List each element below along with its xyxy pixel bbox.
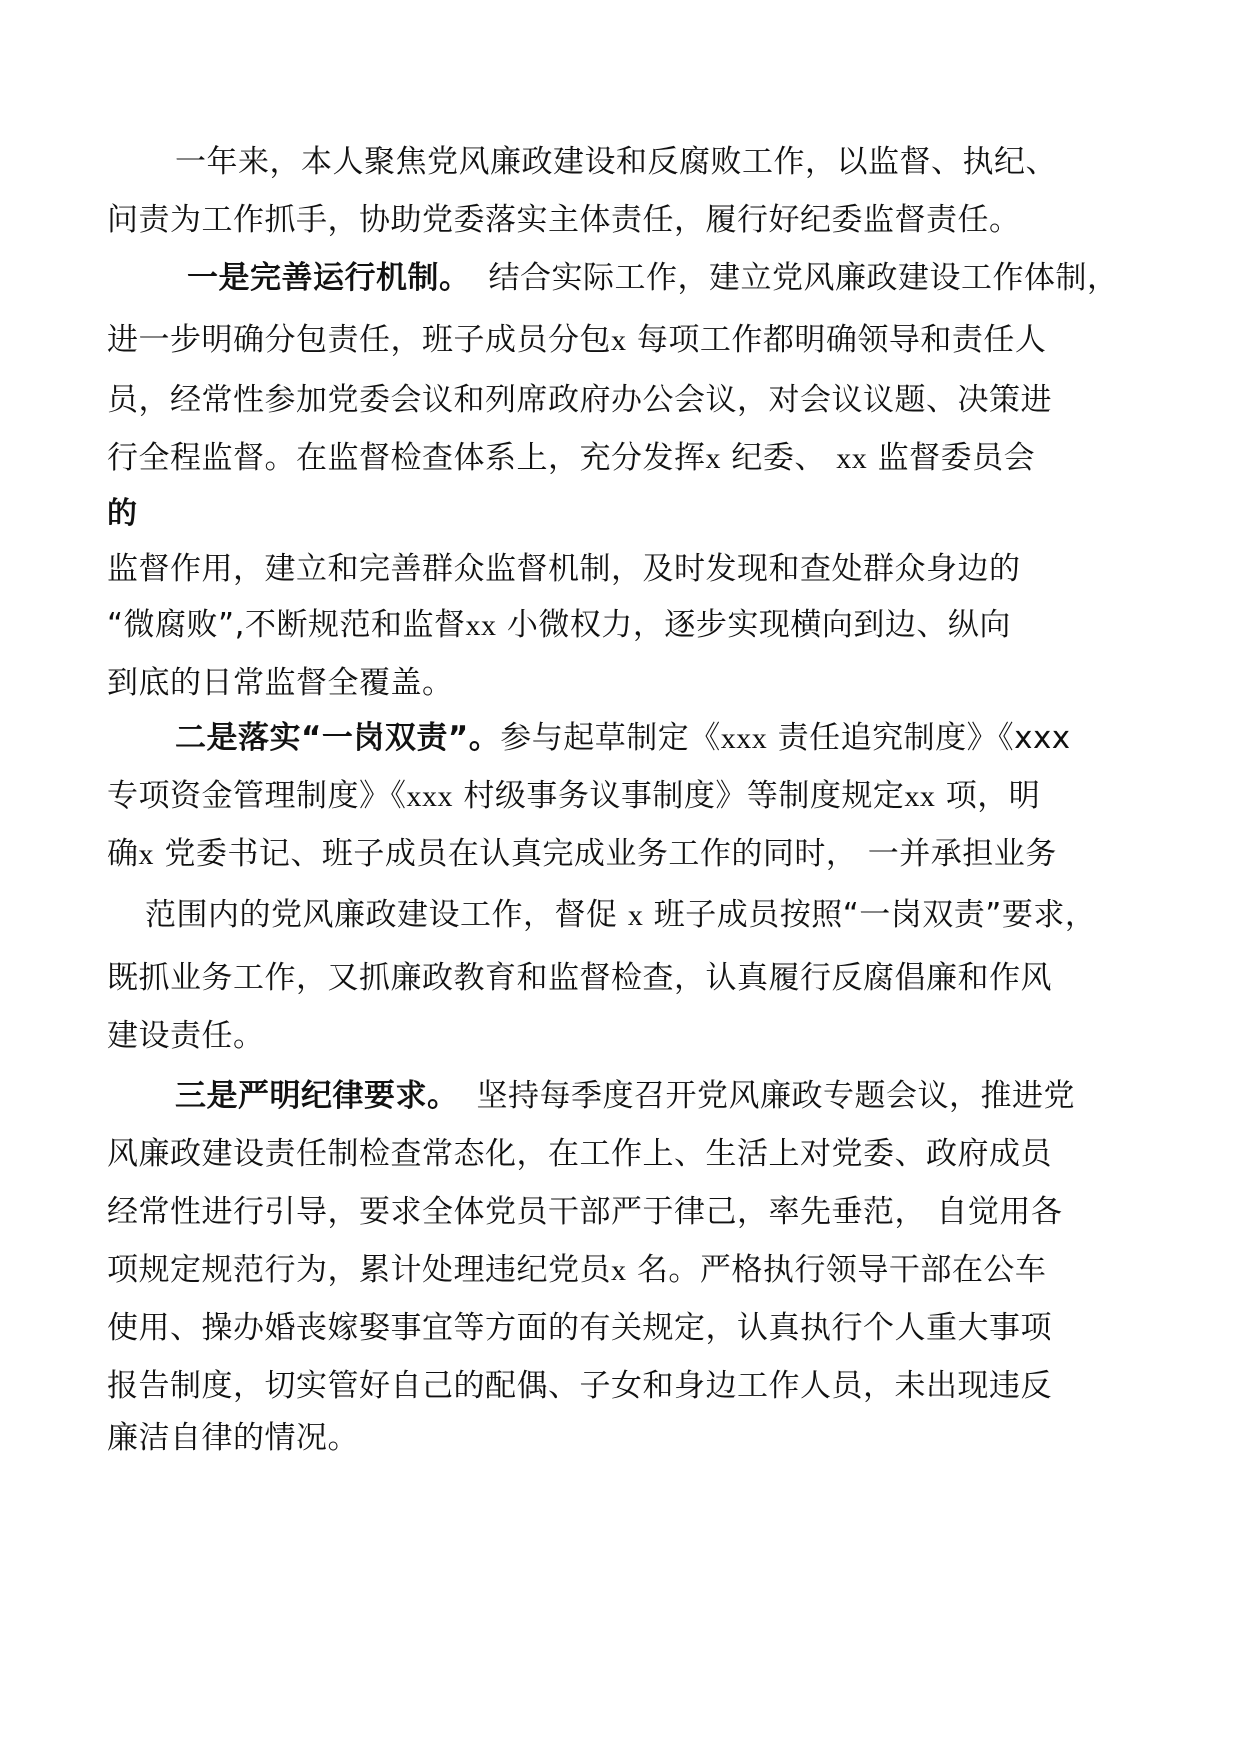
placeholder-xx: xx — [465, 609, 497, 642]
placeholder-x: x — [627, 899, 644, 932]
section2-text: 既抓业务工作，又抓廉政教育和监督检查，认真履行反腐倡廉和作风 — [107, 960, 1052, 996]
section2-text: 班子成员按照“一岗双责”要求， — [653, 897, 1097, 933]
section2-text: 建设责任。 — [107, 1018, 265, 1054]
section2-text: 责任追究制度》《 — [777, 720, 1015, 756]
section3-text: 经常性进行引导，要求全体党员干部严于律己，率先垂范， 自觉用各 — [107, 1194, 1063, 1230]
placeholder-x: x — [138, 838, 154, 871]
section1-line-4 — [107, 438, 1035, 479]
section2-line-4 — [145, 895, 1096, 936]
section2-text: 确 — [107, 836, 139, 872]
section3-text: 风廉政建设责任制检查常态化，在工作上、生活上对党委、政府成员 — [107, 1136, 1052, 1172]
section2-text: 专项资金管理制度》《 — [107, 778, 407, 814]
placeholder-xx: xx — [904, 780, 936, 813]
section2-line-1 — [175, 718, 1071, 759]
section1-text: 小微权力，逐步实现横向到边、纵向 — [506, 607, 1011, 643]
section3-line-7 — [107, 1418, 359, 1458]
section3-text: 廉洁自律的情况。 — [107, 1420, 359, 1456]
section1-line-7 — [107, 605, 1011, 646]
section2-line-6 — [107, 1016, 265, 1056]
section3-text: 报告制度，切实管好自己的配偶、子女和身边工作人员，未出现违反 — [107, 1368, 1052, 1404]
placeholder-xxx: xxx — [406, 780, 453, 813]
section2-text: 党委书记、班子成员在认真完成业务工作的同时， 一并承担业务 — [164, 836, 1057, 872]
placeholder-x: x — [611, 1254, 627, 1287]
section3-line-6 — [107, 1366, 1052, 1406]
section1-heading: 一是完善运行机制。 — [187, 260, 471, 296]
section2-text: 村级事务议事制度》等制度规定 — [463, 778, 905, 814]
section1-text: 纪委、 — [731, 440, 826, 476]
section1-text: 的 — [107, 496, 138, 531]
section1-text: 进一步明确分包责任，班子成员分包 — [107, 322, 611, 358]
intro-line-2 — [107, 200, 1021, 240]
section2-line-5 — [107, 958, 1052, 998]
section1-line-6 — [107, 549, 1021, 589]
section1-text: 员，经常性参加党委会议和列席政府办公会议，对会议议题、决策进 — [107, 382, 1052, 418]
section1-text: 行全程监督。在监督检查体系上，充分发挥 — [107, 440, 706, 476]
section1-line-8 — [107, 663, 454, 703]
section3-text: 坚持每季度召开党风廉政专题会议，推进党 — [476, 1078, 1075, 1114]
section1-text: 监督委员会 — [877, 440, 1036, 476]
section3-text: 名。严格执行领导干部在公车 — [636, 1252, 1047, 1288]
section2-line-3 — [107, 834, 1057, 875]
placeholder-xxx: xxx — [1014, 720, 1071, 756]
section3-line-5 — [107, 1308, 1052, 1348]
section1-line-5 — [107, 494, 138, 534]
section1-line-3 — [107, 380, 1052, 420]
intro-text-1: 一年来，本人聚焦党风廉政建设和反腐败工作，以监督、执纪、 — [175, 144, 1057, 180]
section1-text: “微腐败”,不断规范和监督 — [107, 607, 466, 643]
section3-line-4 — [107, 1250, 1046, 1291]
section1-text: 到底的日常监督全覆盖。 — [107, 665, 454, 701]
section1-text: 监督作用，建立和完善群众监督机制，及时发现和查处群众身边的 — [107, 551, 1021, 587]
section2-text: 项，明 — [945, 778, 1041, 814]
section1-text: 每项工作都明确领导和责任人 — [636, 322, 1047, 358]
placeholder-xxx: xxx — [720, 722, 768, 755]
section2-text: 范围内的党风廉政建设工作，督促 — [145, 897, 618, 933]
intro-text-2: 问责为工作抓手，协助党委落实主体责任，履行好纪委监督责任。 — [107, 202, 1021, 238]
section2-text: 参与起草制定《 — [500, 720, 721, 756]
section3-text: 项规定规范行为，累计处理违纪党员 — [107, 1252, 611, 1288]
placeholder-x: x — [705, 442, 721, 475]
section3-line-3 — [107, 1192, 1062, 1232]
section3-heading: 三是严明纪律要求。 — [175, 1078, 459, 1114]
section3-line-2 — [107, 1134, 1052, 1174]
section2-heading: 二是落实“一岗双责”。 — [175, 720, 501, 756]
section2-line-2 — [107, 776, 1040, 817]
section1-line-2 — [107, 320, 1046, 361]
section3-text: 使用、操办婚丧嫁娶事宜等方面的有关规定，认真执行个人重大事项 — [107, 1310, 1052, 1346]
placeholder-x: x — [611, 324, 627, 357]
placeholder-xx: xx — [836, 442, 868, 475]
section3-line-1 — [175, 1076, 1075, 1116]
intro-line-1 — [175, 142, 1057, 182]
section1-text: 结合实际工作，建立党风廉政建设工作体制， — [488, 260, 1119, 296]
section1-line-1 — [187, 258, 1119, 298]
